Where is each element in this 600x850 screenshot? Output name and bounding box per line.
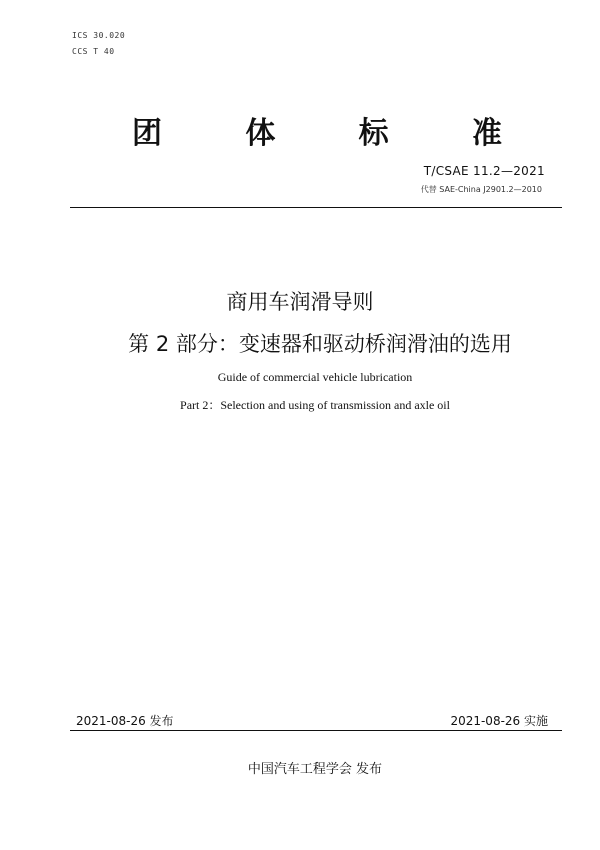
ics-code: ICS 30.020: [72, 31, 126, 40]
standard-type-char: 团: [132, 116, 162, 151]
standard-type-char: 体: [245, 116, 276, 151]
publisher: 中国汽车工程学会 发布: [247, 762, 383, 777]
issue-date: 2021-08-26 发布: [76, 714, 174, 728]
document-subtitle: 第 2 部分：变速器和驱动桥润滑油的选用: [128, 332, 512, 356]
english-subtitle: Part 2：Selection and using of transmission and axle oil: [180, 398, 450, 412]
standard-type-char: 标: [358, 116, 389, 151]
standard-number: T/CSAE 11.2—2021: [423, 164, 545, 178]
ccs-code: CCS T 40: [72, 47, 115, 56]
replaces-note: 代替 SAE-China J2901.2—2010: [420, 185, 542, 194]
header-divider: [70, 207, 562, 208]
standard-type-char: 准: [471, 116, 502, 151]
implementation-date: 2021-08-26 实施: [450, 714, 548, 728]
english-title: Guide of commercial vehicle lubrication: [217, 370, 413, 384]
standard-type-title: [132, 108, 502, 152]
document-title: 商用车润滑导则: [226, 290, 374, 314]
footer-divider: [70, 730, 562, 731]
